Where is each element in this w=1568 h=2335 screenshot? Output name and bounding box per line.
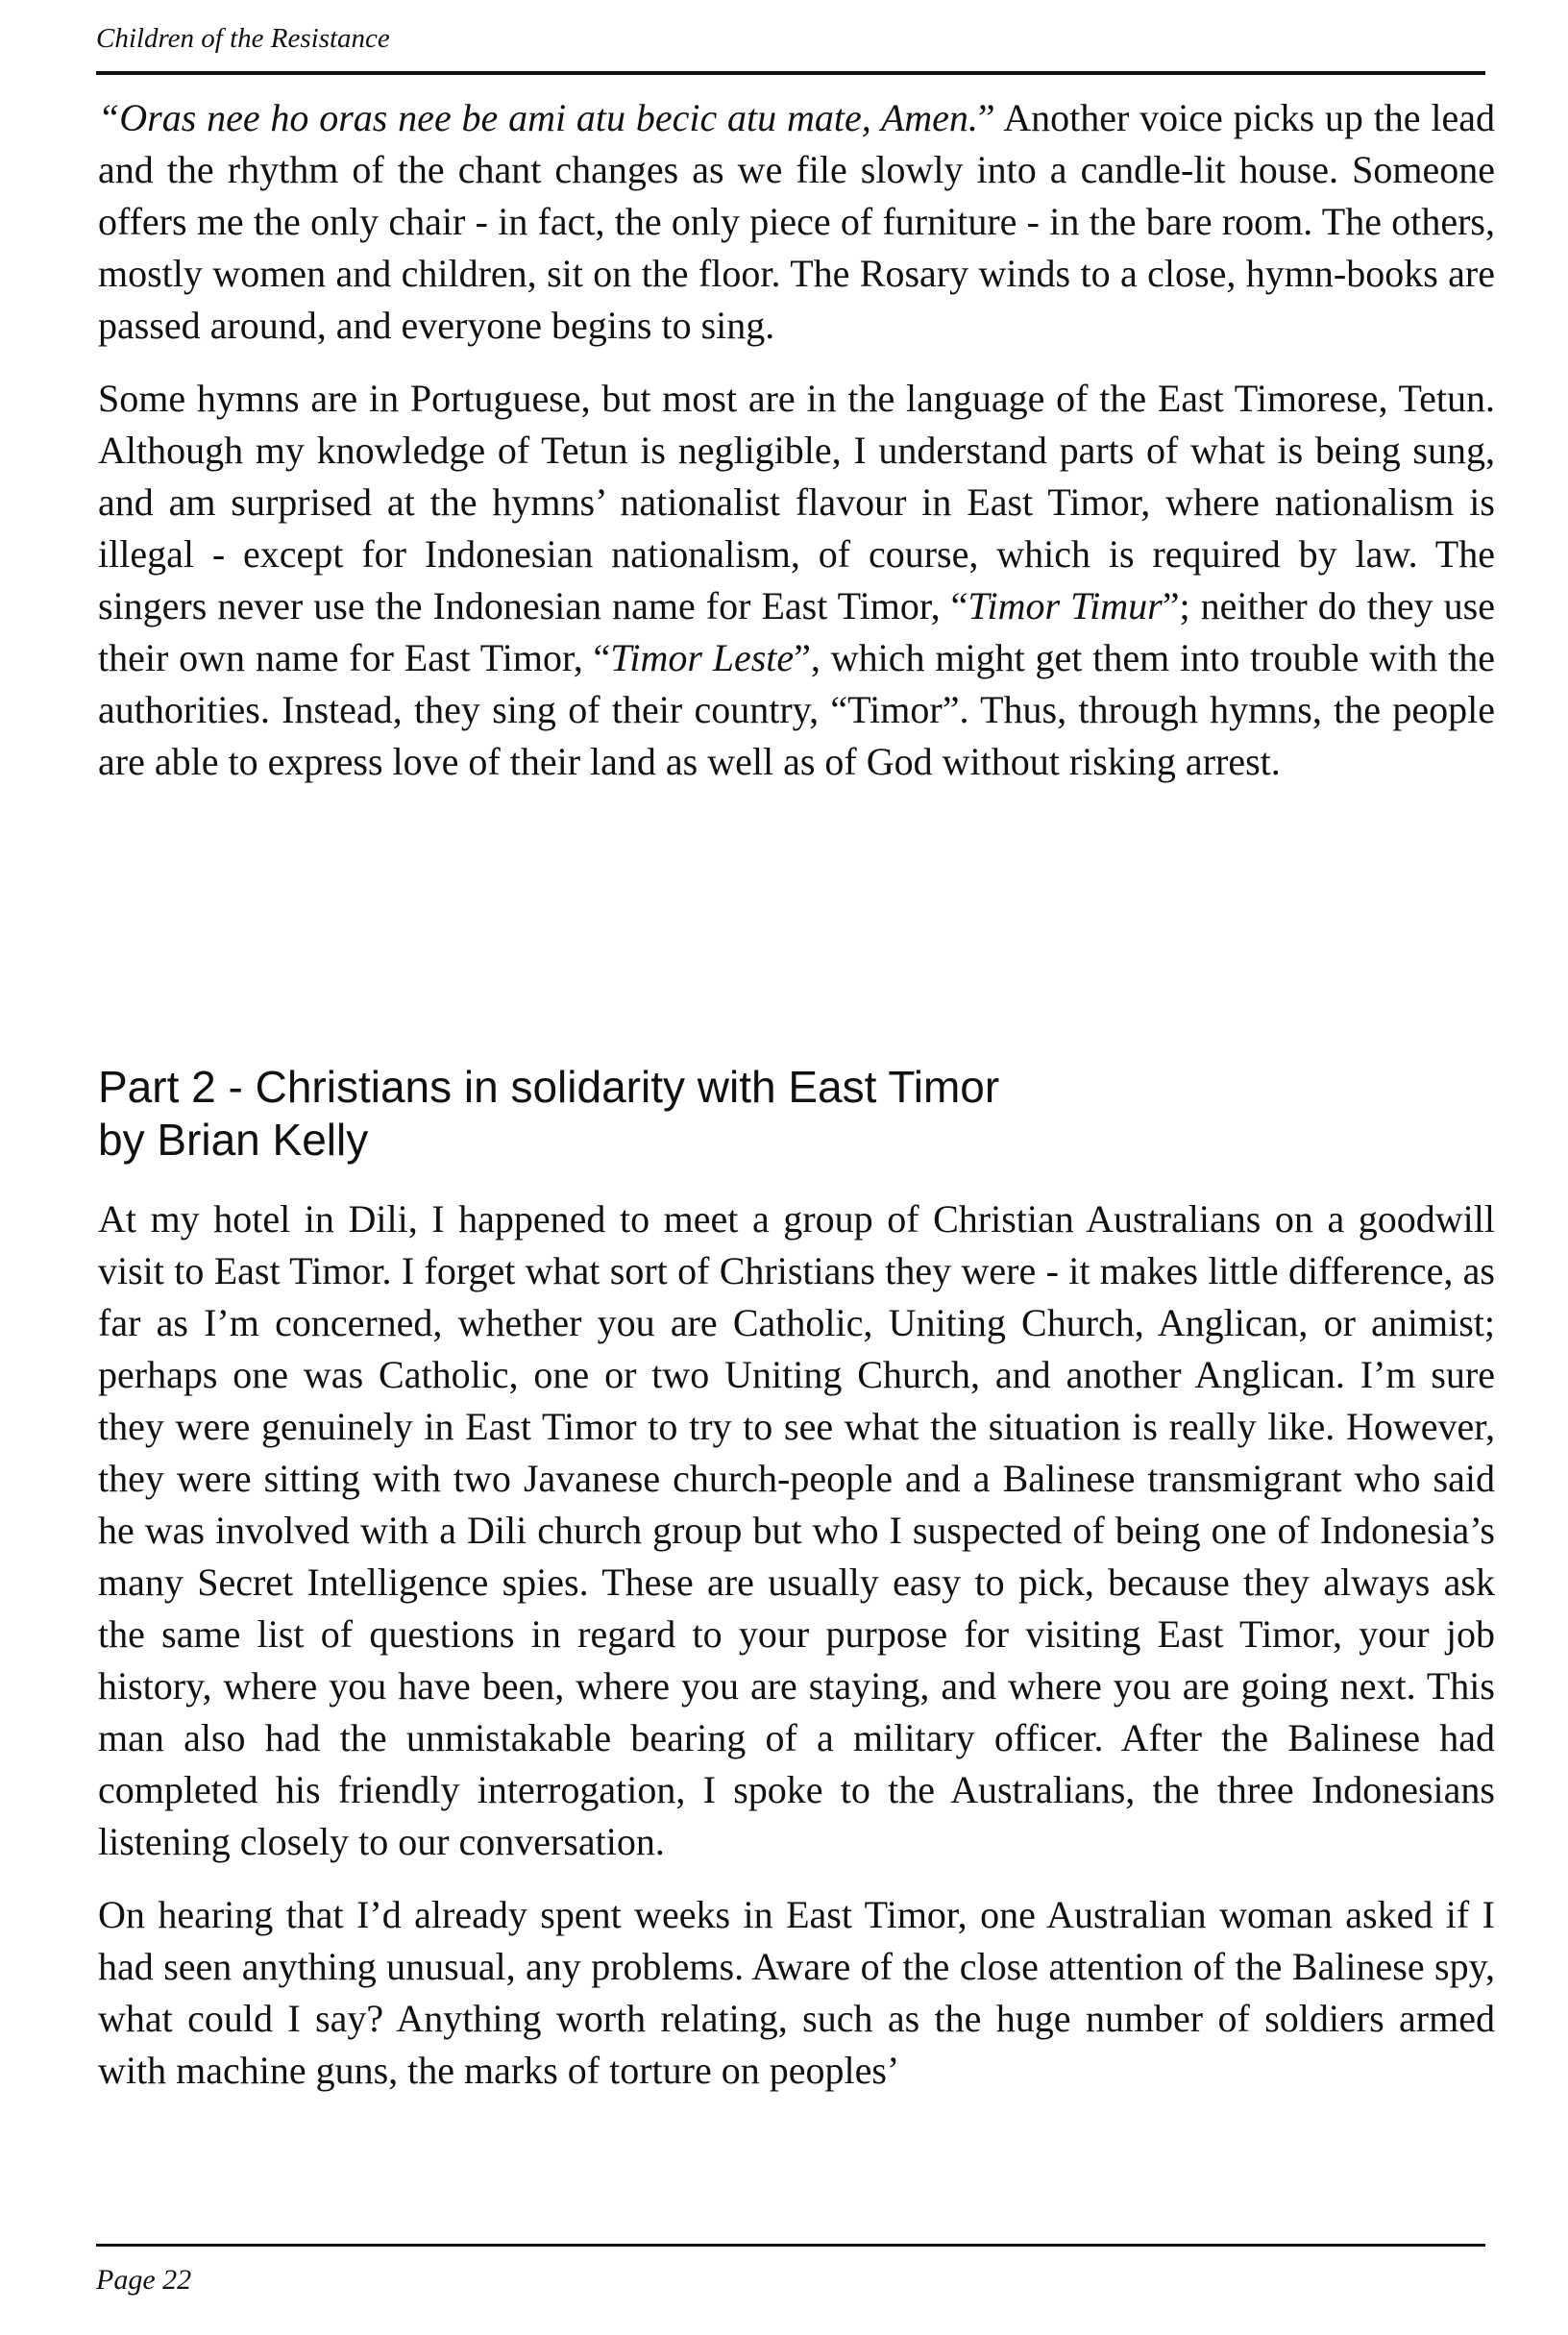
section-author: by Brian Kelly [98,1115,369,1165]
section-title: Part 2 - Christians in solidarity with East Timor [98,1062,1000,1112]
section-heading [98,1061,1491,1167]
section-part-2 [98,1193,1495,2118]
header-rule [96,71,1485,75]
term-timor-timur: Timor Timur [968,584,1163,627]
paragraph-hymns: Some hymns are in Portuguese, but most are in the language of the East Timorese, Tetun. Although my knowledge of Tetun is negligible, I understand parts of what is being sung, and am surprised at the hymns’ nationalist flavour in East Timor, where nationalism is illegal - except for Indonesian nationalism, of course, which is required by law. The singers never use the Indonesian name for East Timor, “Timor Timur”; neither do they use their own name for East Timor, “Timor Leste”, which might get them into trouble with the authorities. Instead, they sing of their country, “Timor”. Thus, through hymns, the people are able to express love of their land as well as of God without risking arrest. [98,377,1495,783]
paragraph-chant: “Oras nee ho oras nee be ami atu becic atu mate, Amen.” Another voice picks up the lead and the rhythm of the chant changes as we file slowly into a candle-lit house. Someone offers me the only chair - in fact, the only piece of furniture - in the bare room. The others, mostly women and children, sit on the floor. The Rosary winds to a close, hymn-books are passed around, and everyone begins to sing. [98,96,1496,347]
paragraph-question: On hearing that I’d already spent weeks in East Timor, one Australian woman asked if I had seen anything unusual, any problems. Aware of the close attention of the Balinese spy, what could I say? Anything worth relating, such as the huge number of soldiers armed with machine guns, the marks of torture on peoples’ [98,1893,1495,2092]
term-timor-leste: Timor Leste [610,636,795,679]
page-number: Page 22 [96,2264,192,2296]
paragraph-hotel: At my hotel in Dili, I happened to meet a group of Christian Australians on a goodwill visit to East Timor. I forget what sort of Christians they were - it makes little difference, as far as I’m concerned, whether you are Catholic, Uniting Church, Anglican, or animist; perhaps one was Catholic, one or two Uniting Church, and another Anglican. I’m sure they were genuinely in East Timor to try to see what the situation is really like. However, they were sitting with two Javanese church-people and a Balinese transmigrant who said he was involved with a Dili church group but who I suspected of being one of Indonesia’s many Secret Intelligence spies. These are usually easy to pick, because they always ask the same list of questions in regard to your purpose for visiting East Timor, your job history, where you have been, where you are staying, and where you are going next. This man also had the unmistakable bearing of a military officer. After the Balinese had completed his friendly interrogation, I spoke to the Australians, the three Indonesians listening closely to our conversation. [98,1197,1495,1863]
footer-rule [96,2244,1485,2247]
tetun-prayer-quote: “Oras nee ho oras nee be ami atu becic atu mate, Amen. [98,96,978,139]
running-header: Children of the Resistance [96,23,390,54]
section-part-1-continued [98,92,1495,809]
